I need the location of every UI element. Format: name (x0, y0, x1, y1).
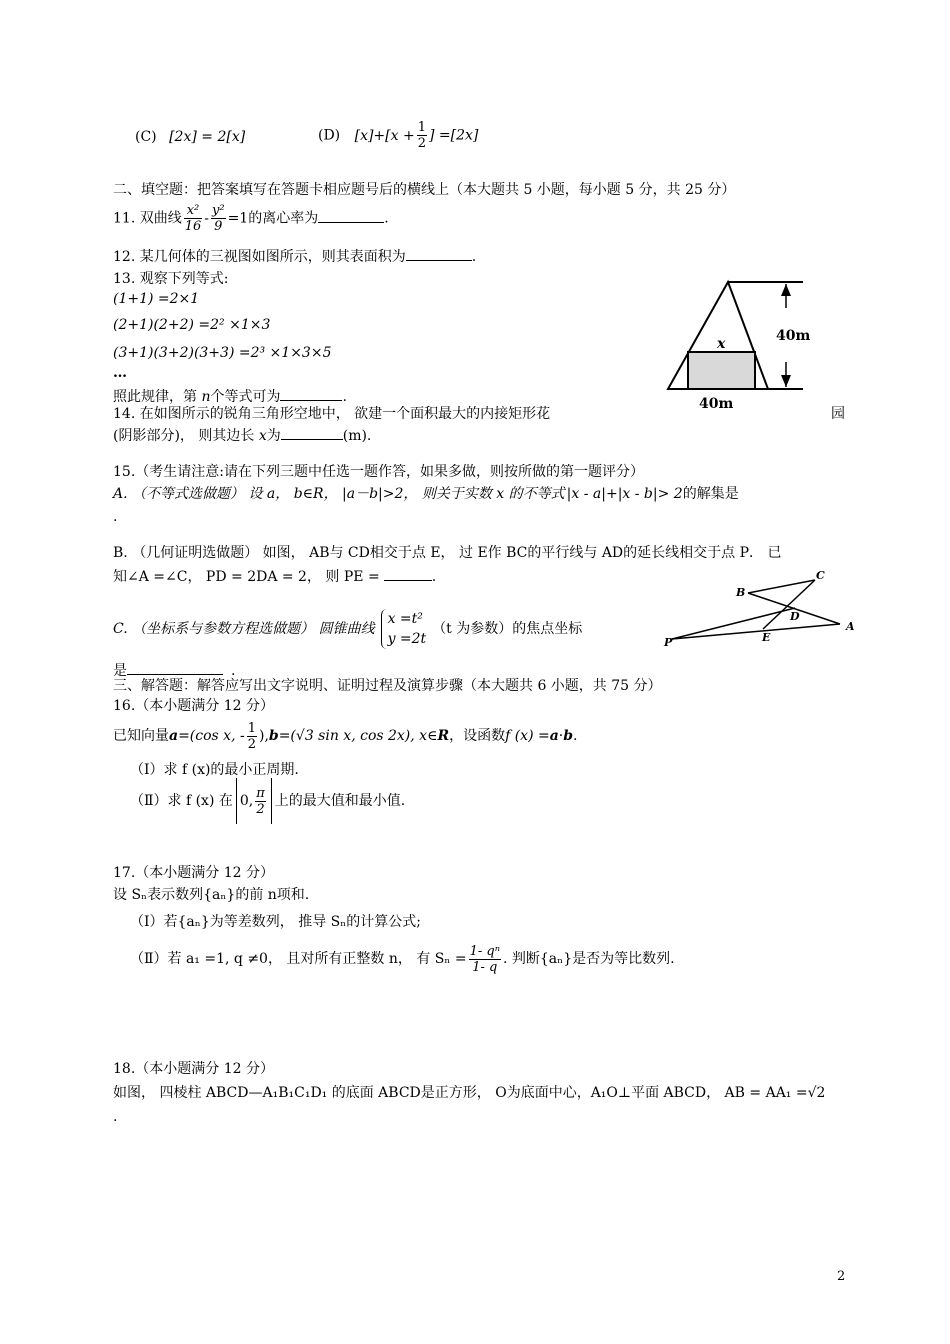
q15-a-end: . (113, 509, 118, 525)
fig-label-p: P (664, 636, 673, 649)
question-17-title: 17.（本小题满分 12 分） (113, 865, 274, 881)
segment-ce (763, 580, 815, 629)
option-d-label: (D) (318, 127, 341, 144)
question-15-lead: 15.（考生请注意:请在下列三题中任选一题作答，如果多做，则按所做的第一题评分） (113, 464, 644, 480)
arrow-down-icon (781, 375, 791, 387)
answer-blank (318, 208, 384, 223)
interval-bracket: 0, $\frac{\pi}{2}$ (236, 778, 272, 824)
q18-line1: 如图， 四棱柱 ABCD—A₁B₁C₁D₁ 的底面 ABCD是正方形， O为底面中心，A₁O⊥平面 ABCD， AB = AA₁ =√2 (113, 1085, 826, 1101)
page-number: 2 (837, 1269, 846, 1284)
q17-part1: （Ⅰ）若{aₙ}为等差数列， 推导 Sₙ的计算公式; (130, 914, 422, 930)
option-c (135, 128, 245, 146)
q16-part2: （Ⅱ）求 f (x) 在 0, $\frac{\pi}{2}$ 上的最大值和最小值. (130, 778, 405, 824)
q13-eq2: (2+1)(2+2) =2² ×1×3 (113, 317, 271, 333)
q15-b-line1: B. （几何证明选做题） 如图， AB与 CD相交于点 E， 过 E作 BC的平行线与 AD的延长线相交于点 P． 已 (113, 545, 782, 561)
q13-eq1: (1+1) =2×1 (113, 291, 200, 307)
param-system: x =t² y =2t (381, 609, 427, 649)
arrow-up-icon (781, 284, 791, 296)
q15-c-line2: 是 . (113, 660, 235, 680)
question-18-title: 18.（本小题满分 12 分） (113, 1061, 274, 1077)
segment-bc (748, 580, 815, 593)
q15-b-line2: 知∠A =∠C， PD = 2DA = 2， 则 PE = . (113, 566, 436, 586)
answer-blank (281, 425, 343, 440)
segment-pd (672, 608, 795, 639)
option-d-expr-left: [x]+[x + (354, 127, 415, 144)
q17-fraction: $\frac{\text{1- qⁿ}}{1- q}$ (469, 943, 500, 975)
q18-end: . (113, 1109, 118, 1125)
q15-a: A. （不等式选做题） 设 a， b∈R， |a－b|>2， 则关于实数 x 的不等式 |x - a|+|x - b|> 2的解集是 (113, 486, 739, 502)
answer-blank (280, 386, 342, 401)
answer-blank (127, 660, 223, 675)
triangle-figure (660, 272, 810, 417)
q16-part1: （Ⅰ）求 f (x)的最小正周期. (130, 762, 299, 778)
q11-frac-y: $\frac{\text{y²}}{9}$ (212, 203, 225, 234)
fig-label-a: A (846, 620, 855, 633)
section3-header: 三、解答题：解答应写出文字说明、证明过程及演算步骤（本大题共 6 小题，共 75 分） (113, 678, 662, 694)
question-16-title: 16.（本小题满分 12 分） (113, 698, 274, 714)
answer-blank (406, 246, 472, 261)
inscribed-rectangle (688, 352, 755, 389)
q15-c: C. （坐标系与参数方程选做题） 圆锥曲线 x =t² y =2t （t 为参数）的焦点坐标 (113, 611, 583, 647)
q17-line1: 设 Sₙ表示数列{aₙ}的前 n项和. (113, 887, 310, 903)
section2-header: 二、填空题：把答案填写在答题卡相应题号后的横线上（本大题共 5 小题，每小题 5 分，共 25 分） (113, 182, 736, 198)
geometry-figure (660, 566, 860, 652)
option-d-fraction: $\frac{1}{2}$ (417, 120, 426, 151)
question-11: 11. 双曲线 $\frac{\text{x²}}{16}$ - $\frac{\text{y²}}{9}$ =1的离心率为 . (113, 203, 389, 234)
fig-label-x: x (717, 336, 726, 352)
question-13-lead: 13. 观察下列等式: (113, 271, 229, 287)
question-16-given: 已知向量a=(cos x, - $\frac{1}{2}$ ),b=(√3 sin x, cos 2x), x∈R，设函数f (x) =a·b. (113, 720, 578, 752)
q17-part2: （Ⅱ）若 a₁ =1, q ≠0， 且对所有正整数 n， 有 Sₙ = $\frac{\text{1- qⁿ}}{1- q}$ . 判断{aₙ}是否为等比数列. (130, 943, 675, 975)
fig-label-width: 40m (699, 396, 734, 412)
option-c-expr: [2x] = 2[x] (169, 129, 246, 145)
fig-label-height: 40m (776, 328, 810, 344)
question-14-line2: (阴影部分)， 则其边长 x为 (m). (113, 425, 371, 445)
question-14-line1-end: 园 (831, 406, 845, 422)
option-d-expr-right: ] =[2x] (428, 127, 479, 144)
question-14-line1: 14. 在如图所示的锐角三角形空地中， 欲建一个面积最大的内接矩形花 (113, 406, 551, 422)
segment-pa (672, 624, 840, 639)
answer-blank (384, 566, 432, 581)
fig-label-e: E (762, 631, 771, 644)
option-c-label: (C) (135, 129, 157, 145)
q11-frac-x: $\frac{\text{x²}}{16}$ (184, 203, 202, 234)
option-d (318, 120, 478, 151)
q16-frac-half: $\frac{1}{2}$ (247, 720, 256, 752)
fig-label-d: D (790, 610, 800, 623)
question-12: 12. 某几何体的三视图如图所示，则其表面积为 . (113, 246, 476, 266)
q13-eq3: (3+1)(3+2)(3+3) =2³ ×1×3×5 (113, 345, 332, 361)
fig-label-b: B (736, 586, 746, 599)
fig-label-c: C (816, 569, 825, 582)
q13-rule: 照此规律，第 n个等式可为 . (113, 386, 347, 406)
q13-dots: … (113, 365, 127, 381)
